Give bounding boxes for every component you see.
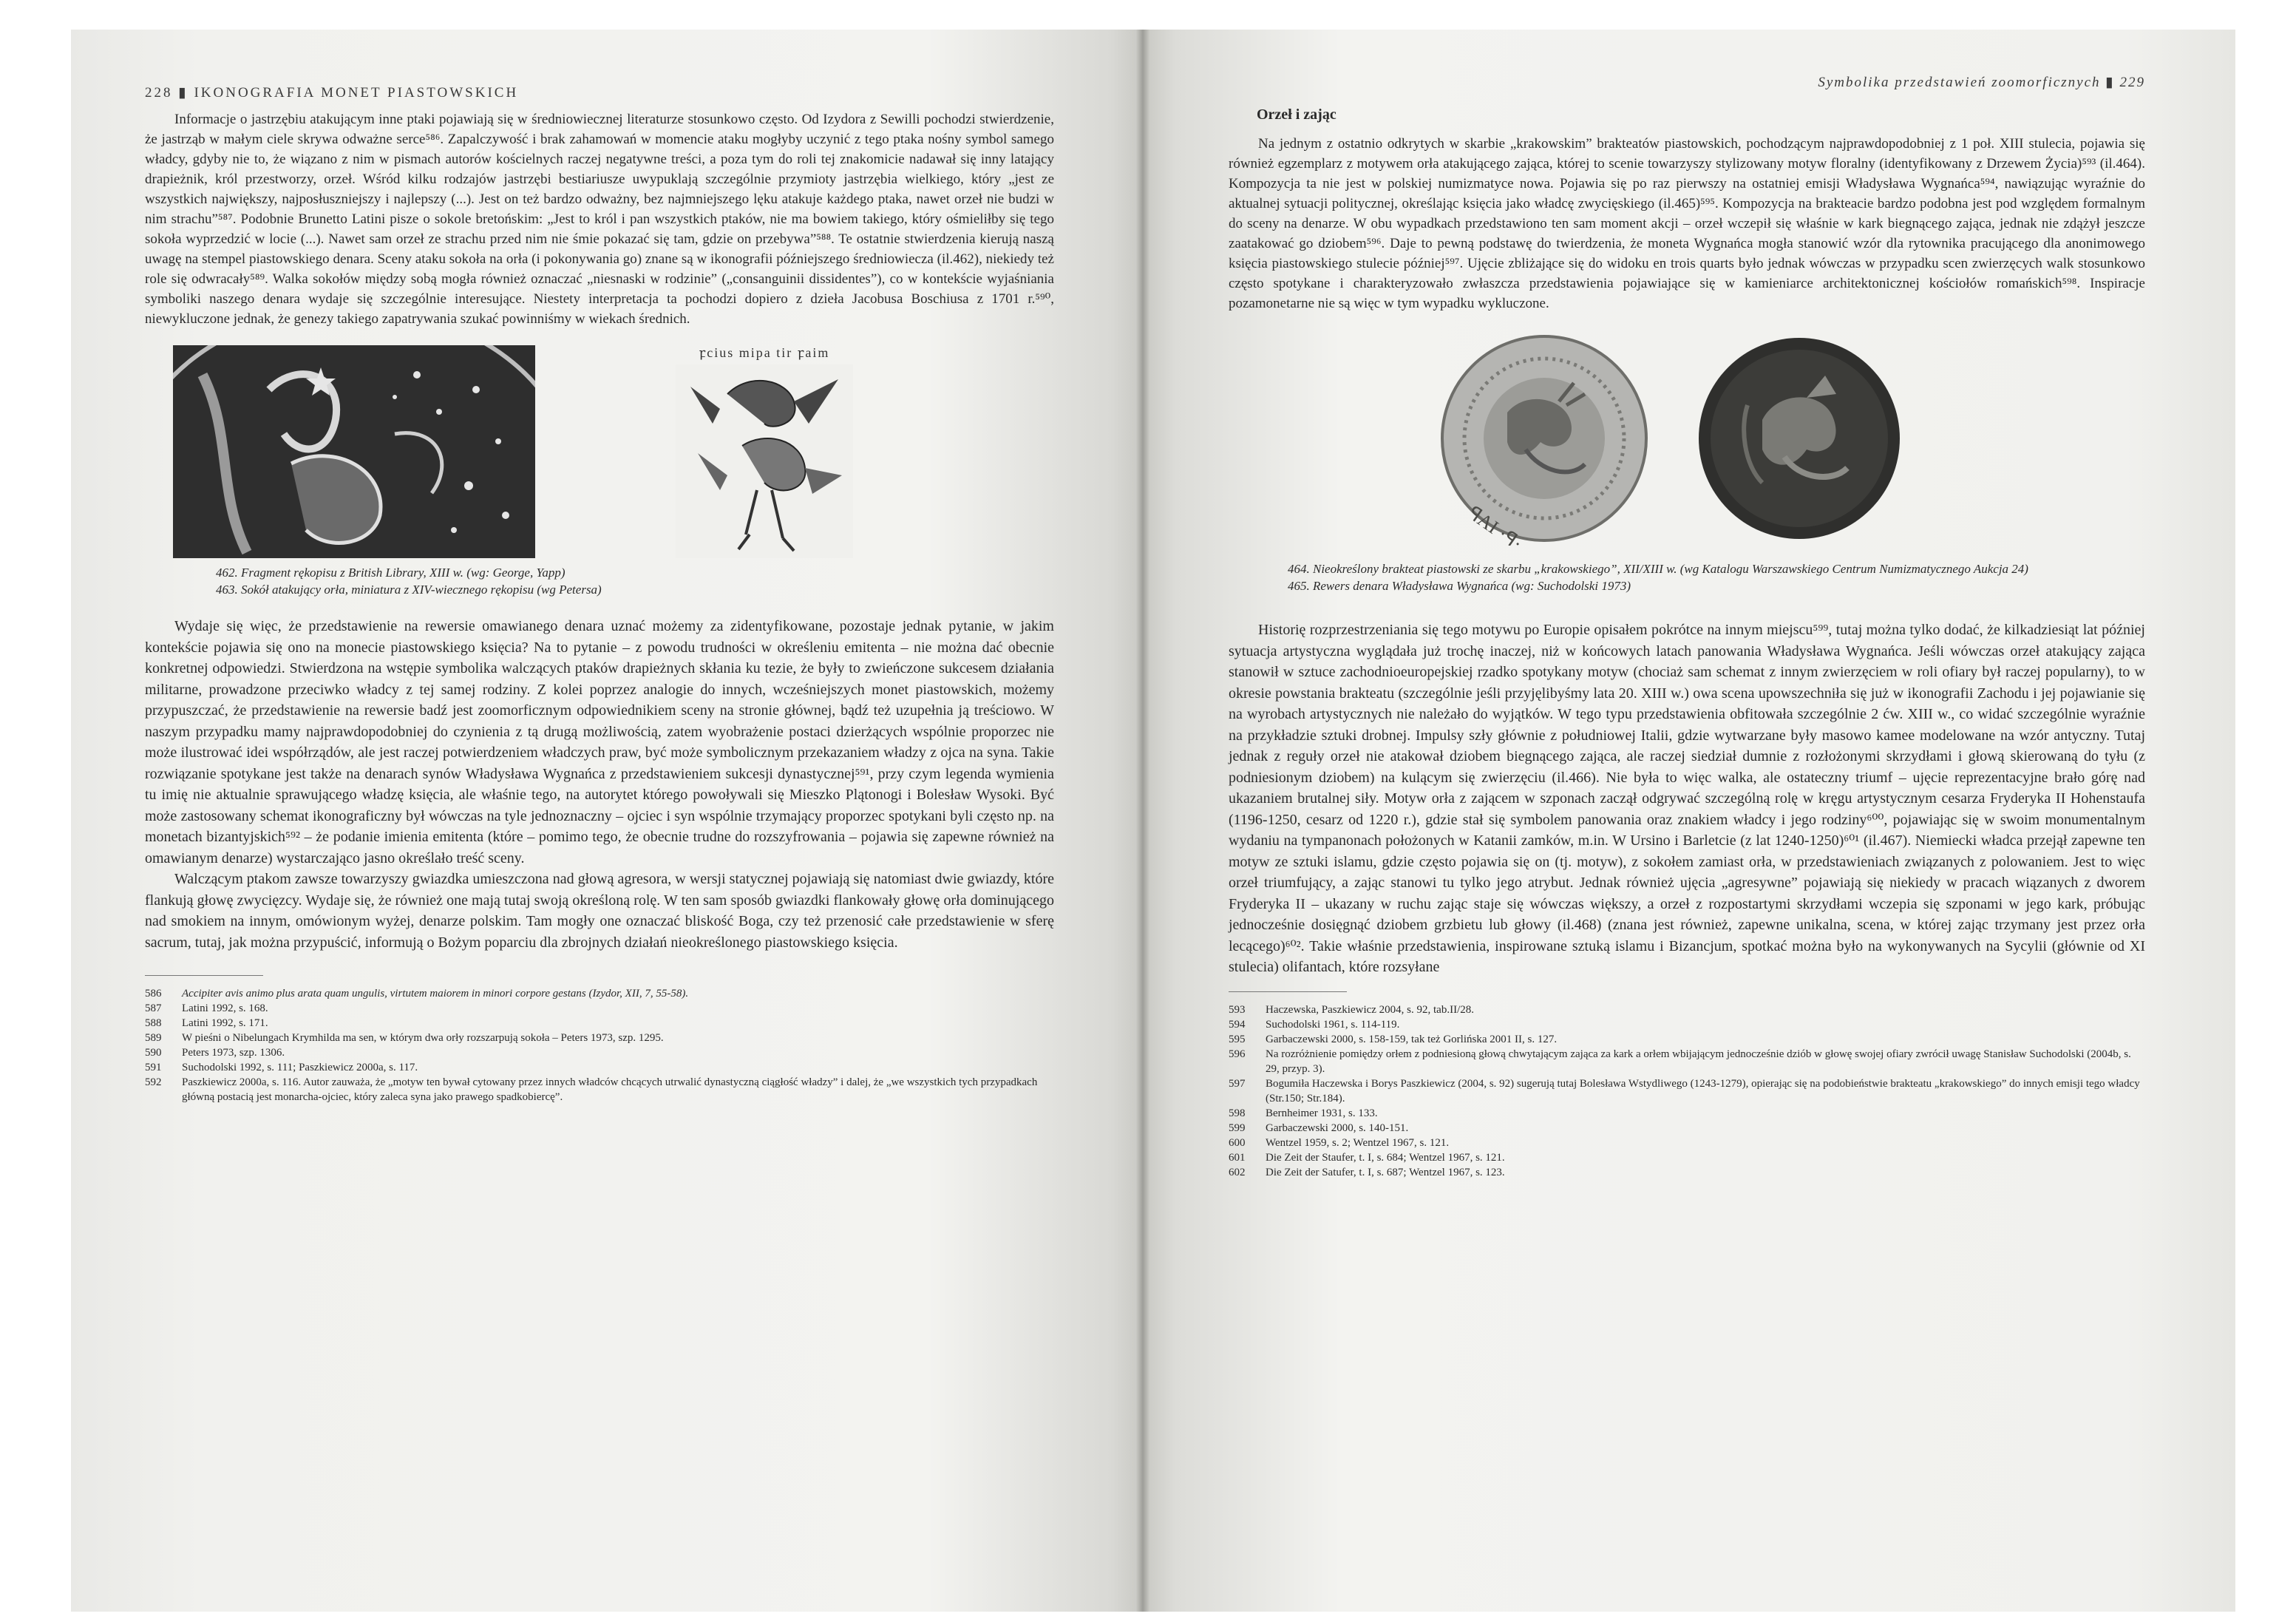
footnote <box>145 1060 1054 1075</box>
footnote-text: Die Zeit der Staufer, t. I, s. 684; Wentzel 1967, s. 121. <box>1266 1151 1505 1164</box>
footnote-text: Die Zeit der Satufer, t. I, s. 687; Wentzel 1967, s. 123. <box>1266 1166 1505 1178</box>
figure-463-falcon-attacking-eagle <box>676 345 853 558</box>
footnote-number: 593 <box>1229 1003 1246 1016</box>
footnote <box>1229 1165 2145 1180</box>
figure-462-manuscript-fragment <box>173 345 535 558</box>
left-footnotes <box>145 986 1054 1104</box>
footnote-number: 595 <box>1229 1033 1246 1045</box>
caption-464: 464. Nieokreślony brakteat piastowski ze skarbu „krakowskiego”, XII/XIII w. (wg Katalogu Warszawskiego Centrum Numizmatycznego Aukcja 24) <box>1288 562 2028 576</box>
footnote-text: W pieśni o Nibelungach Krymhilda ma sen, w którym dwa orły rozszarpują sokoła – Peters 1973, szp. 1295. <box>182 1032 664 1044</box>
footnote <box>1229 1017 2145 1032</box>
footnote-text: Haczewska, Paszkiewicz 2004, s. 92, tab.II/28. <box>1266 1003 1474 1016</box>
footnote-number: 589 <box>145 1032 162 1044</box>
footnote-text: Garbaczewski 2000, s. 158-159, tak też Gorlińska 2001 II, s. 127. <box>1266 1033 1558 1045</box>
footnote-number: 587 <box>145 1002 162 1014</box>
coin-figures <box>1229 331 2145 546</box>
footnote-number: 597 <box>1229 1077 1246 1090</box>
left-running-header: 228 ▮ IKONOGRAFIA MONET PIASTOWSKICH <box>145 85 519 101</box>
left-intro-paragraph: Informacje o jastrzębiu atakującym inne ptaki pojawiają się w średniowiecznej literaturze stosunkowo często. Od Izydora z Sewilli pochodzi stwierdzenie, że jastrząb w małym ciele skrywa odważne serce⁵⁸⁶. Zapalczywość i brak zahamowań w momencie ataku mogłyby uczynić z tego ptaka nośny symbol samego władcy, gdyby nie to, że wiązano z nim w pismach autorów kościelnych raczej negatywne treści, a poza tym do roli tej znakomicie nadawał się inny latający drapieżnik, król przestworzy, orzeł. Wśród kilku rodzajów jastrzębi bestiariusze uwypuklają szczególnie przymioty jastrzębia wielkiego, który „jest ze wszystkich największy, najposłuszniejszy i najlepszy (...). Jest on też bardzo odważny, bez najmniejszego lęku atakuje każdego ptaka, nawet orzeł nie budzi w nim strachu”⁵⁸⁷. Podobnie Brunetto Latini pisze o sokole bretońskim: „Jest to król i pan wszystkich ptaków, nie ma bowiem takiego, który ośmieliłby się tego sokoła wyprzedzić w locie (...). Nawet sam orzeł ze strachu przed nim nie śmie pokazać się tam, gdzie on przebywa”⁵⁸⁸. Te ostatnie stwierdzenia kierują naszą uwagę na stempel piastowskiego denara. Sceny ataku sokoła na orła (i pokonywania go) znane są w ikonografii późniejszego średniowiecza (il.462), niekiedy też role się odwracały⁵⁸⁹. Walka sokołów między sobą mogła również oznaczać „niesnaski w rodzinie” („consanguinii dissidentes”), co w kontekście wyjaśniania symboliki naszego denara wydaje się szczególnie interesujące. Niestety interpretacja ta pochodzi dopiero z dzieła Jacobusa Boschiusa z 1701 r.⁵⁹⁰, niewykluczone jednak, że genezy takiego zapatrywania szukać powinniśmy w wiekach średnich. <box>145 112 1054 327</box>
footnote <box>1229 1106 2145 1121</box>
coin-legend: ꟼAI ·ꟼ· <box>1464 502 1526 546</box>
section-title: Orzeł i zając <box>1257 106 1336 123</box>
footnote-text: Accipiter avis animo plus arata quam ungulis, virtutem maiorem in minori corpore gestans (Izydor, XII, 7, 55-58). <box>182 988 689 1000</box>
footnote-text: Bernheimer 1931, s. 133. <box>1266 1107 1378 1119</box>
footnote-number: 602 <box>1229 1166 1246 1178</box>
left-body-paragraph-2: Walczącym ptakom zawsze towarzyszy gwiazdka umieszczona nad głową agresora, w wersji statycznej pojawiają się natomiast dwie gwiazdy, które flankują głowę zwycięzcy. Wydaje się, że również one mają tutaj swoją określoną rolę. W ten sam sposób gwiazdki flankowały głowę orła dominującego nad smokiem na innym, omówionym wyżej, denarze polskim. Tam mogły one oznaczać bliskość Boga, czy też przenosić całe przedstawienie w sferę sacrum, tutaj, jak można przypuścić, informują o Bożym poparciu dla zbrojnych działań nieokreślonego piastowskiego księcia. <box>145 871 1054 951</box>
left-page-content <box>145 84 1054 1104</box>
footnote-text: Wentzel 1959, s. 2; Wentzel 1967, s. 121. <box>1266 1136 1450 1149</box>
footnote <box>1229 1032 2145 1047</box>
footnote-text: Na rozróżnienie pomiędzy orłem z podniesioną głową chwytającym zająca za kark a orłem wbijającym jednocześnie dziób w głowę swojej ofiary zwrócił uwagę Stanisław Suchodolski (2004b, s. 29, przyp. 3). <box>1266 1048 2131 1075</box>
footnote-number: 586 <box>145 988 162 1000</box>
footnote-number: 594 <box>1229 1018 1246 1031</box>
footnote <box>145 1045 1054 1060</box>
left-figures <box>145 345 1054 560</box>
footnote-text: Latini 1992, s. 168. <box>182 1002 268 1014</box>
caption-465: 465. Rewers denara Władysława Wygnańca (wg: Suchodolski 1973) <box>1288 579 1631 593</box>
footnote-number: 601 <box>1229 1151 1246 1164</box>
right-running-header: Symbolika przedstawień zoomorficznych ▮ 229 <box>1818 75 2145 90</box>
footnote-number: 588 <box>145 1017 162 1029</box>
footnote-number: 592 <box>145 1076 162 1088</box>
footnote-text: Peters 1973, szp. 1306. <box>182 1047 285 1059</box>
right-footnotes <box>1229 1002 2145 1180</box>
footnote-number: 600 <box>1229 1136 1246 1149</box>
figure-465-denarius-coin <box>1696 331 1903 546</box>
right-body-paragraph: Historię rozprzestrzeniania się tego motywu po Europie opisałem pokrótce na innym miejscu⁵⁹⁹, tutaj można tylko dodać, że kilkadziesiąt lat później sytuacja artystyczna wyglądała już trochę inaczej, niż w końcowych latach panowania Władysława Wygnańca. Jeśli wówczas orzeł atakujący zająca stanowił w sztuce zachodnioeuropejskiej rzadko spotykany motyw (chociaż sam schemat z innym zwierzęciem w roli ofiary był raczej popularny), to w okresie powstania brakteatu (szczególnie jeśli przyjęlibyśmy lata 20. XIII w.) owa scena upowszechniła się już w ikonografii Zachodu i jej pojawianie się na wyrobach artystycznych nie należało do wyjątków. W tego typu przedstawienia obfitowała szczególnie 2 ćw. XIII w., co widać szczególnie wyraźnie na przykładzie sztuki drobnej. Impulsy szły głównie z południowej Italii, gdzie wytwarzane były masowo kamee modelowane na wzór antyczny. Tutaj jednak z reguły orzeł nie atakował dziobem biegnącego zająca, ale raczej siedział dumnie z rozłożonymi skrzydłami i głową skierowaną do tyłu (z podniesionym dziobem) na kulącym się zwierzęciu (il.466). Nie była to więc walka, ale ostateczny triumf – ujęcie reprezentacyjne brało górę nad ukazaniem brutalnej siły. Motyw orła z zającem w szponach zaczął odgrywać szczególną rolę w kręgu artystycznym cesarza Fryderyka II Hohenstaufa (1196-1250, cesarz od 1220 r.), gdzie stał się symbolem panowania oraz znakiem władcy i jego rodziny⁶⁰⁰, pojawiając się w swoim monumentalnym wydaniu na tympanonach położonych w Katanii zamków, m.in. W Ursino i Barletcie (z lat 1240-1250)⁶⁰¹ (il.467). Niemiecki władca przejął zapewne ten motyw ze sztuki islamu, gdzie często pojawia się on (tj. motyw), z sokołem zamiast orła, w przedstawieniach związanych z polowaniem. Jest to więc orzeł triumfujący, a zając stanowi tu tylko jego atrybut. Jednak również ujęcia „agresywne” pojawiają się niekiedy w pracach wiązanych z dworem Fryderyka II – ukazany w ruchu zając staje się wówczas większy, a orzeł z rozpostartymi skrzydłami wczepia się szponami w jego kark, próbując jednocześnie dosięgnąć dziobem grzbietu lub głowy (il.468) (znana jest również, zapewne unikalna, scena, w której zając trzymany jest przez orła lecącego)⁶⁰². Takie właśnie przedstawienia, inspirowane sztuką islamu i Bizancjum, spotkać można było na wykonywanych na Sycylii (głównie od XI stulecia) olifantach, które rozsyłane <box>1229 622 2145 975</box>
figure-464-bracteate-coin <box>1437 331 1651 546</box>
footnote-number: 596 <box>1229 1048 1246 1060</box>
manuscript-script-line: ꝼcius mipa tir ꝼaim <box>699 345 830 360</box>
footnote <box>1229 1047 2145 1076</box>
footnote-number: 591 <box>145 1062 162 1073</box>
footnote <box>145 1001 1054 1016</box>
footnote <box>1229 1002 2145 1017</box>
right-page-content <box>1229 74 2145 1180</box>
footnote-text: Paszkiewicz 2000a, s. 116. Autor zauważa, że „motyw ten bywał cytowany przez innych władców chcących utrwalić dynastyczną ciągłość władzy” i dalej, że „we wszystkich tych przypadkach główną postacią jest monarcha-ojciec, który zaleca syna jako prawego spadkobiercę”. <box>182 1076 1038 1103</box>
book-spine <box>1135 30 1150 1612</box>
footnote <box>145 1075 1054 1104</box>
footnote <box>145 1031 1054 1045</box>
footnote-text: Latini 1992, s. 171. <box>182 1017 268 1029</box>
footnote <box>1229 1121 2145 1136</box>
caption-463: 463. Sokół atakujący orła, miniatura z XIV-wiecznego rękopisu (wg Petersa) <box>216 583 602 597</box>
footnote-number: 590 <box>145 1047 162 1059</box>
footnote-text: Bogumiła Haczewska i Borys Paszkiewicz (2004, s. 92) sugerują tutaj Bolesława Wstydliwego (1243-1279), opierając się na podobieństwie brakteatu „krakowskiego” do innych emisji tego władcy (Str.150; Str.184). <box>1266 1077 2140 1104</box>
left-body-paragraph-1: Wydaje się więc, że przedstawienie na rewersie omawianego denara uznać możemy za zidentyfikowane, pozostaje jednak pytanie, w jakim kontekście pojawia się ono na monecie piastowskiego księcia? Na to pytanie – z powodu trudności w określeniu emitenta – nie można dać obecnie konkretnej odpowiedzi. Stwierdzona na wstępie symbolika walczących ptaków drapieżnych skłania ku tezie, że były to zwieńczone sukcesem działania militarne, prowadzone przeciwko władcy z tej samej rodziny. Z kolei poprzez analogie do innych, wcześniejszych monet piastowskich, możemy przypuszczać, że przedstawienie na rewersie badź jest zoomorficznym odpowiednikiem sceny na stronie głównej, bądź też uzupełnia ją treściowo. W naszym przypadku mamy najprawdopodobniej do czynienia z tą drugą możliwością, zatem wyobrażenie postaci dzierżących wspólnie proporzec nie może ilustrować idei współrządów, ale jest raczej potwierdzeniem władczych praw, być może symbolicznym przekazaniem władzy z ojca na syna. Takie rozwiązanie spotykane jest także na denarach synów Władysława Wygnańca z przedstawieniem sukcesji dynastycznej⁵⁹¹, przy czym legenda wymienia tu imię nie aktualnie sprawującego władzę księcia, ale właśnie tego, na autorytet którego powoływali się Mieszko Plątonogi i Bolesław Wysoki. Być może zastosowany schemat ikonograficzny był wówczas na tyle jednoznaczny – ojciec i syn wspólnie trzymający proporzec spotykani byli często np. na monetach bizantyjskich⁵⁹² – że podanie imienia emitenta (które – pomimo tego, że obecnie trudne do rozszyfrowania – pojawia się zapewne również na omawianym denarze) wystarczająco jasno określało treść sceny. <box>145 618 1054 866</box>
footnote <box>1229 1136 2145 1150</box>
footnote <box>1229 1150 2145 1165</box>
footnote <box>145 986 1054 1001</box>
footnote-text: Suchodolski 1961, s. 114-119. <box>1266 1018 1400 1031</box>
footnote-text: Suchodolski 1992, s. 111; Paszkiewicz 2000a, s. 117. <box>182 1062 418 1073</box>
footnote-text: Garbaczewski 2000, s. 140-151. <box>1266 1122 1409 1134</box>
right-intro-paragraph: Na jednym z ostatnio odkrytych w skarbie „krakowskim” brakteatów piastowskich, pochodzącym najprawdopodobniej z 1 poł. XIII stulecia, pojawia się również egzemplarz z motywem orła atakującego zająca, której to scenie towarzyszy stylizowany motyw floralny (identyfikowany z Drzewem Życia)⁵⁹³ (il.464). Kompozycja ta nie jest w polskiej numizmatyce nowa. Pojawia się po raz pierwszy na ostatniej emisji Władysława Wygnańca⁵⁹⁴, nawiązując wyraźnie do aktualnej sytuacji politycznej, określając księcia jako władcę zwycięskiego (il.465)⁵⁹⁵. Kompozycja na brakteacie bardzo podobna jest pod względem formalnym do sceny na denarze. W obu wypadkach przedstawiono ten sam moment akcji – orzeł wczepił się właśnie w kark biegnącego zająca, jednak nie zdążył jeszcze zaatakować go dziobem⁵⁹⁶. Daje to pewną podstawę do twierdzenia, że moneta Wygnańca mogła stanowić wzór dla rytownika pracującego dla anonimowego księcia piastowskiego stulecie później⁵⁹⁷. Ujęcie zbliżające się do widoku en trois quarts było jednak wówczas w przypadku scen zwierzęcych walk stosunkowo często spotykane i charakteryzowało zwłaszcza przedstawienia pojawiające się w kamieniarce architektonicznej kościołów romańskich⁵⁹⁸. Inspiracje pozamonetarne nie są więc w tym wypadku wykluczone. <box>1229 136 2145 311</box>
footnote-number: 599 <box>1229 1122 1246 1134</box>
footnote <box>145 1016 1054 1031</box>
footnote <box>1229 1076 2145 1106</box>
footnote-number: 598 <box>1229 1107 1246 1119</box>
caption-462: 462. Fragment rękopisu z British Library, XIII w. (wg: George, Yapp) <box>216 566 565 580</box>
coin-captions <box>1288 560 2101 594</box>
right-footnote-rule <box>1229 991 1347 992</box>
left-footnote-rule <box>145 975 263 976</box>
